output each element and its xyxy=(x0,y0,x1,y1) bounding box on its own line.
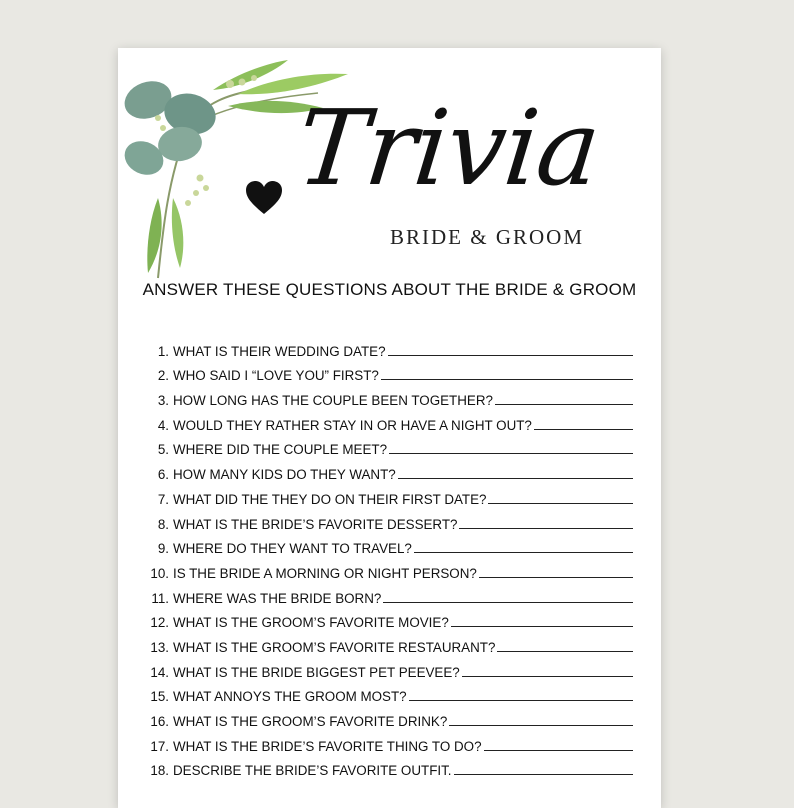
question-item xyxy=(138,729,633,754)
question-number: 5. xyxy=(157,442,169,458)
question-number: 3. xyxy=(157,393,169,409)
question-item xyxy=(138,606,633,631)
answer-line[interactable] xyxy=(388,355,633,356)
question-text: DESCRIBE THE BRIDE’S FAVORITE OUTFIT. xyxy=(173,763,452,779)
question-item xyxy=(138,704,633,729)
question-number: 11. xyxy=(151,590,169,606)
question-number: 2. xyxy=(157,368,169,384)
question-number: 7. xyxy=(157,491,169,507)
answer-line[interactable] xyxy=(462,676,633,677)
answer-line[interactable] xyxy=(449,725,633,726)
answer-line[interactable] xyxy=(381,379,633,380)
question-item xyxy=(138,334,633,359)
question-number: 14. xyxy=(150,664,169,680)
question-text: WHAT IS THE BRIDE’S FAVORITE THING TO DO? xyxy=(173,738,482,754)
question-item xyxy=(138,457,633,482)
answer-line[interactable] xyxy=(497,651,633,652)
answer-line[interactable] xyxy=(383,602,633,603)
question-number: 16. xyxy=(150,714,169,729)
questions-list xyxy=(138,334,633,778)
question-text: WOULD THEY RATHER STAY IN OR HAVE A NIGHT OUT? xyxy=(173,417,532,433)
question-text: WHERE DID THE COUPLE MEET? xyxy=(173,442,388,458)
question-item xyxy=(138,630,633,655)
question-number: 15. xyxy=(150,689,169,705)
question-text: IS THE BRIDE A MORNING OR NIGHT PERSON? xyxy=(173,565,477,581)
question-text: WHERE DO THEY WANT TO TRAVEL? xyxy=(173,541,412,557)
question-number: 9. xyxy=(157,541,169,557)
page-title: Trivia xyxy=(291,87,605,209)
answer-line[interactable] xyxy=(454,774,633,775)
question-item xyxy=(138,408,633,433)
question-item xyxy=(138,482,633,507)
printable-sheet xyxy=(118,48,661,808)
question-number: 4. xyxy=(157,417,169,433)
question-text: WHAT IS THE GROOM’S FAVORITE DRINK? xyxy=(173,714,448,729)
question-item xyxy=(138,507,633,532)
question-text: WHAT IS THE BRIDE’S FAVORITE DESSERT? xyxy=(173,516,458,532)
question-item xyxy=(138,433,633,458)
heart-icon xyxy=(246,181,282,215)
question-text: WHAT ANNOYS THE GROOM MOST? xyxy=(173,689,407,705)
answer-line[interactable] xyxy=(389,453,633,454)
page-subtitle: BRIDE & GROOM xyxy=(390,225,585,249)
question-text: HOW LONG HAS THE COUPLE BEEN TOGETHER? xyxy=(173,393,493,409)
answer-line[interactable] xyxy=(479,577,633,578)
question-item xyxy=(138,556,633,581)
answer-line[interactable] xyxy=(495,404,633,405)
question-number: 8. xyxy=(157,516,169,532)
question-text: WHAT IS THE BRIDE BIGGEST PET PEEVEE? xyxy=(173,664,460,680)
question-number: 13. xyxy=(150,639,169,655)
question-item xyxy=(138,655,633,680)
answer-line[interactable] xyxy=(534,429,633,430)
instructions-text: ANSWER THESE QUESTIONS ABOUT THE BRIDE & GROOM xyxy=(142,280,637,299)
question-text: WHAT IS THEIR WEDDING DATE? xyxy=(173,343,386,359)
question-text: WHERE WAS THE BRIDE BORN? xyxy=(173,590,382,606)
answer-line[interactable] xyxy=(451,626,633,627)
question-text: HOW MANY KIDS DO THEY WANT? xyxy=(173,467,396,483)
question-number: 10. xyxy=(150,565,169,581)
question-item xyxy=(138,581,633,606)
question-item xyxy=(138,383,633,408)
question-number: 1. xyxy=(157,343,169,359)
question-text: WHAT DID THE THEY DO ON THEIR FIRST DATE? xyxy=(173,491,487,507)
question-item xyxy=(138,359,633,384)
question-item xyxy=(138,754,633,779)
answer-line[interactable] xyxy=(484,750,633,751)
question-number: 18. xyxy=(150,763,169,779)
question-number: 17. xyxy=(150,738,169,754)
question-text: WHAT IS THE GROOM’S FAVORITE RESTAURANT? xyxy=(173,639,496,655)
question-number: 12. xyxy=(150,615,169,631)
answer-line[interactable] xyxy=(409,700,633,701)
question-item xyxy=(138,680,633,705)
answer-line[interactable] xyxy=(459,528,633,529)
answer-line[interactable] xyxy=(414,552,633,553)
question-number: 6. xyxy=(157,467,169,483)
answer-line[interactable] xyxy=(398,478,633,479)
question-item xyxy=(138,532,633,557)
question-text: WHO SAID I “LOVE YOU” FIRST? xyxy=(173,368,379,384)
question-text: WHAT IS THE GROOM’S FAVORITE MOVIE? xyxy=(173,615,449,631)
answer-line[interactable] xyxy=(488,503,633,504)
